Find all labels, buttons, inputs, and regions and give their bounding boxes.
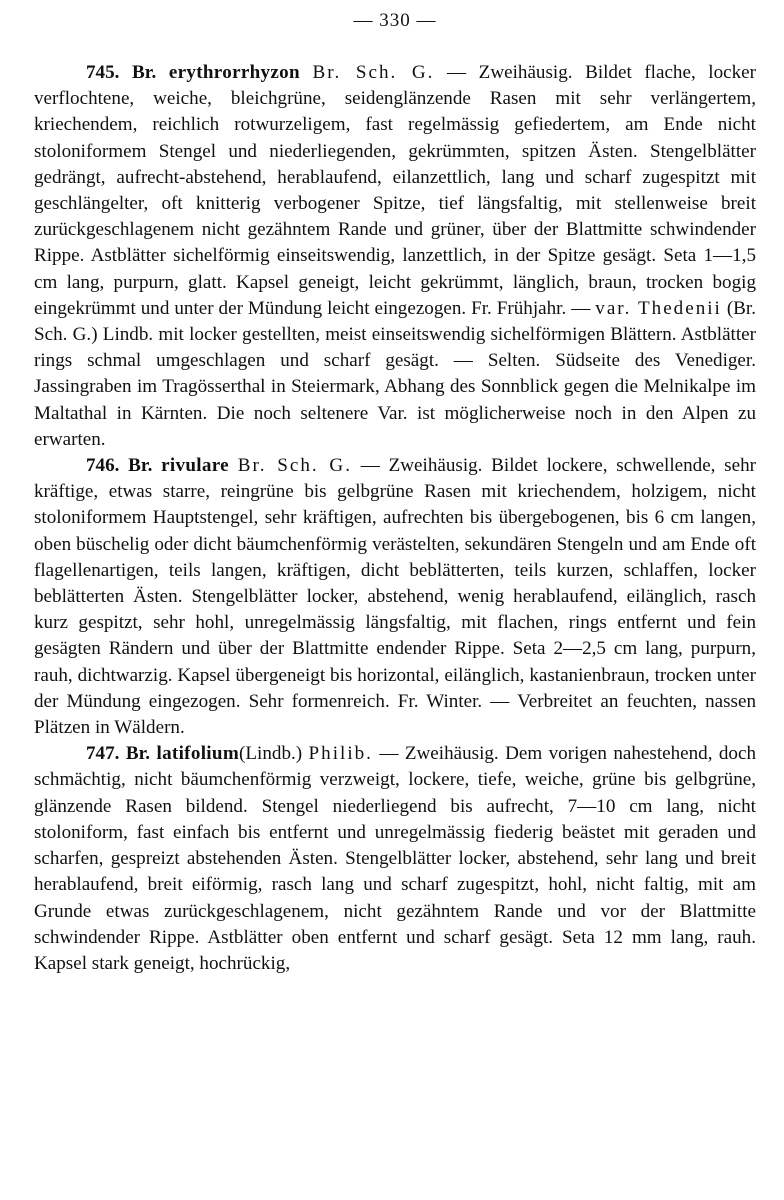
species-entry-746 <box>34 453 756 741</box>
species-name: rivulare <box>161 455 229 477</box>
entry-description: — Zweihäusig. Bildet flache, locker verflochtene, weiche, bleichgrüne, seidenglänzende Rasen mit sehr verlängertem, kriechendem, reichlich rotwurzeligem, fast regelmässig gefiedertem, am Ende nicht stoloniformem Stengel und niederliegenden, gekrümmten, spitzen Ästen. Stengelblätter gedrängt, aufrecht-abstehend, herablaufend, eilanzettlich, lang und scharf zugespitzt mit geschlängelter, oft knitterig verbogener Spitze, tief längsfaltig, mit stellenweise breit zurückgeschlagenem nicht gezähntem Rande und grüner, über der Blattmitte schwindender Rippe. Astblätter sichelförmig einseitswendig, lanzettlich, in der Spitze gesägt. Seta 1—1,5 cm lang, purpurn, glatt. Kapsel geneigt, leicht gekrümmt, länglich, braun, trocken bogig eingekrümmt und unter der Mündung leicht eingezogen. Fr. Frühjahr. — <box>34 62 756 319</box>
species-entry-747 <box>34 741 756 977</box>
book-page <box>34 8 756 977</box>
authority: Br. Sch. G. <box>312 62 435 83</box>
authority: Br. Sch. G. <box>237 455 352 477</box>
entry-description: — Zweihäusig. Bildet lockere, schwellende, sehr kräftige, etwas starre, reingrüne bis gelbgrüne Rasen mit kriechendem, holzigem, nicht stoloniformem Hauptstengel, sehr kräftigen, aufrechten bis übergebogenen, bis 6 cm langen, oben büschelig oder dicht bäumchenförmig verästelten, sekundären Stengeln und am Ende oft flagellenartigen, teils langen, kräftigen, dicht beblätterten, teils kurzen, schlaffen, locker beblätterten Ästen. Stengelblätter locker, abstehend, wenig herablaufend, eilänglich, rasch kurz gespitzt, sehr hohl, unregelmässig längsfaltig, mit flachen, rings entfernt und fein gesägten Rändern und über der Blattmitte endender Rippe. Seta 2—2,5 cm lang, purpurn, rauh, dichtwarzig. Kapsel übergeneigt bis horizontal, eilänglich, kastanienbraun, trocken unter der Mündung eingezogen. Sehr formenreich. Fr. Winter. — Verbreitet an feuchten, nassen Plätzen in Wäldern. <box>34 455 756 739</box>
entry-paragraph <box>34 453 756 741</box>
genus-name: Br. <box>128 455 153 477</box>
species-name: erythrorrhyzon <box>168 62 300 83</box>
variety-description: (Br. Sch. G.) Lindb. mit locker gestellten, meist einseitswendig sichelförmigen Blättern. Astblätter rings schmal umgeschlagen und scharf gesägt. — Selten. Südseite des Venediger. Jassingraben im Tragösserthal in Steiermark, Abhang des Sonnblick gegen die Melnikalpe im Maltathal in Kärnten. Die noch seltenere Var. ist möglicherweise noch in den Alpen zu erwarten. <box>34 297 756 450</box>
entry-paragraph <box>34 60 756 453</box>
variety-name: var. Thedenii <box>595 297 722 319</box>
entry-paragraph <box>34 741 756 977</box>
entry-number: 747. <box>86 743 120 765</box>
species-entry-745 <box>34 60 756 453</box>
genus-name: Br. <box>125 743 151 765</box>
entry-number: 746. <box>86 455 120 477</box>
genus-name: Br. <box>132 62 157 83</box>
page-number: — 330 — <box>353 10 437 31</box>
entry-description: — Zweihäusig. Dem vorigen nahestehend, doch schmächtig, nicht bäumchenförmig verzweigt, lockere, tiefe, weiche, grüne bis gelbgrüne, glänzende Rasen bildend. Stengel niederliegend bis aufrecht, 7—10 cm lang, nicht stoloniform, fast einfach bis entfernt und unregelmässig fiederig beästet mit geraden und scharfen, gespreizt abstehenden Ästen. Stengelblätter locker, abstehend, sehr lang und breit herablaufend, breit eiförmig, rasch lang und scharf zugespitzt, hohl, nicht faltig, mit am Grunde etwas zurückgeschlagenem, nicht gezähntem Rande und vor der Blattmitte schwindender Rippe. Astblätter oben entfernt und scharf gesägt. Seta 12 mm lang, rauh. Kapsel stark geneigt, hochrückig, <box>34 743 756 974</box>
entry-number: 745. <box>86 62 120 83</box>
authority-secondary: Philib. <box>308 743 373 765</box>
authority-primary: (Lindb.) <box>239 743 303 765</box>
species-name: latifolium <box>156 743 240 765</box>
